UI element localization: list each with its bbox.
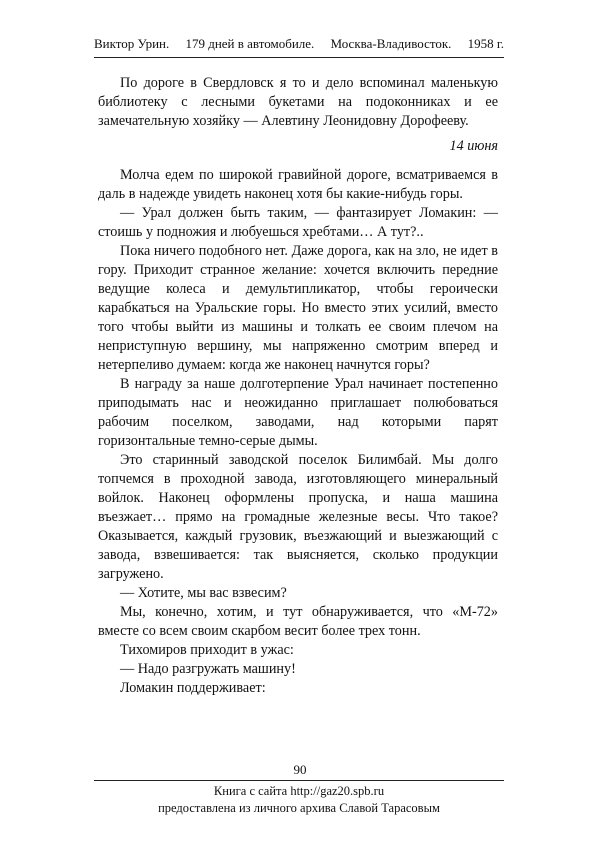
intro-paragraph: По дороге в Свердловск я то и дело вспоминал маленькую библиотеку с лесными букетами на подоконниках и ее замечательную хозяйку — Алевтину Леонидовну Дорофееву.: [98, 75, 498, 129]
diary-date: 14 июня: [449, 138, 498, 154]
body-paragraph: — Хотите, мы вас взвесим?: [120, 585, 287, 601]
page-footer: [94, 783, 504, 817]
body-paragraph: — Урал должен быть таким, — фантазирует Ломакин: — стоишь у подножия и любуешься хребтами… А тут?..: [98, 205, 498, 240]
header-title: 179 дней в автомобиле.: [185, 36, 315, 51]
footer-source-line: Книга с сайта http://gaz20.spb.ru: [213, 784, 385, 798]
footer-credit-line: предоставлена из личного архива Славой Тарасовым: [158, 801, 440, 815]
header-year: 1958 г.: [467, 36, 504, 51]
body-paragraph: — Надо разгружать машину!: [120, 661, 296, 677]
page-body: [98, 74, 498, 698]
body-paragraph: Это старинный заводской поселок Билимбай. Мы долго топчемся в проходной завода, изготовляющего минеральный войлок. Наконец оформлены пропуска, и наша машина въезжает… прямо на громадные железные весы. Что такое? Оказывается, каждый грузовик, въезжающий и выезжающий с завода, взвешивается: так выясняется, сколько продукции загружено.: [98, 452, 498, 582]
header-divider: [94, 57, 504, 58]
body-paragraph: Мы, конечно, хотим, и тут обнаруживается, что «М-72» вместе со всем своим скарбом весит более трех тонн.: [98, 604, 498, 639]
header-author: Виктор Урин.: [94, 36, 170, 51]
body-paragraph: Ломакин поддерживает:: [120, 680, 266, 696]
page-number: 90: [293, 762, 307, 777]
running-header: [94, 36, 504, 52]
body-paragraph: Молча едем по широкой гравийной дороге, всматриваемся в даль в надежде увидеть наконец хотя бы какие-нибудь горы.: [98, 167, 498, 202]
body-paragraph: В награду за наше долготерпение Урал начинает постепенно приподымать нас и неожиданно приглашает полюбоваться рабочим поселком, заводами, над которыми парят горизонтальные темно-серые дымы.: [98, 376, 498, 449]
header-route: Москва-Владивосток.: [330, 36, 452, 51]
body-paragraph: Тихомиров приходит в ужас:: [120, 642, 294, 658]
body-paragraph: Пока ничего подобного нет. Даже дорога, как на зло, не идет в гору. Приходит странное желание: хочется включить передние ведущие колеса и демультипликатор, чтобы героически карабкаться на Уральские горы. Но вместо этих усилий, вместо того чтобы выйти из машины и толкать ее своим плечом на неприступную вершину, мы напряженно смотрим вперед и нетерпеливо думаем: когда же наконец начнутся горы?: [98, 243, 498, 373]
footer-divider: [94, 780, 504, 781]
